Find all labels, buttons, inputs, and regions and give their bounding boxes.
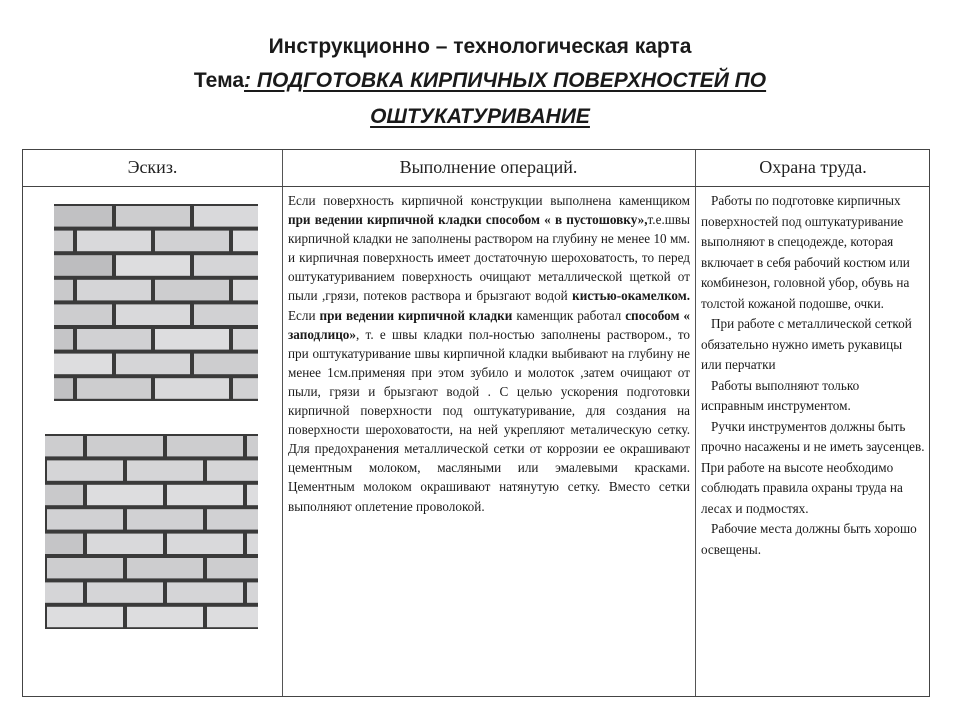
brick	[116, 304, 190, 325]
operations-emphasis: при ведении кирпичной кладки	[319, 307, 513, 323]
brick	[155, 231, 229, 252]
operations-segment: Если	[288, 307, 320, 323]
topic-line	[0, 64, 960, 98]
brick	[233, 280, 258, 301]
brick	[47, 558, 123, 578]
safety-paragraph: Ручки инструментов должны быть прочно насажены и не иметь заусенцев. При работе на высоте необходимо соблюдать правила охраны труда на лесах и подмостях.	[701, 418, 925, 516]
brick	[247, 485, 258, 505]
brick	[87, 582, 163, 602]
operations-segment: Если поверхность кирпичной конструкции выполнена каменщиком	[288, 193, 690, 208]
brick	[54, 255, 112, 276]
brick	[45, 534, 83, 554]
safety-paragraph: Рабочие места должны быть хорошо освещены.	[701, 521, 917, 557]
brick	[207, 509, 258, 529]
brick	[116, 206, 190, 227]
safety-paragraph: Работы по подготовке кирпичных поверхностей под оштукатуривание выполняют в спецодежде, которая включает в себя рабочий костюм или комбинезон, головной убор, обувь на толстой кожаной подошве, очки.	[701, 193, 910, 311]
brick	[77, 231, 151, 252]
brick	[45, 485, 83, 505]
brick	[77, 378, 151, 399]
brick	[167, 436, 243, 456]
brick	[54, 231, 73, 252]
brick	[167, 534, 243, 554]
brick	[167, 485, 243, 505]
brick	[233, 231, 258, 252]
topic-line-2	[0, 100, 960, 134]
brick	[127, 558, 203, 578]
brick	[77, 280, 151, 301]
brick	[127, 460, 203, 480]
brick	[207, 607, 258, 627]
topic-prefix: Тема	[193, 69, 245, 92]
brick	[54, 354, 112, 375]
brick	[87, 436, 163, 456]
safety-text	[701, 191, 925, 560]
column-divider	[695, 150, 696, 696]
brick	[247, 436, 258, 456]
column-header-safety: Охрана труда.	[759, 157, 867, 177]
column-header-sketch: Эскиз.	[127, 157, 178, 177]
operations-emphasis: при ведении кирпичной кладки способом « в пустошовку»,	[288, 212, 648, 228]
brick	[207, 460, 258, 480]
operations-segment: каменщик работал	[512, 307, 626, 323]
brick	[77, 329, 151, 350]
brick-wall-sketch-2	[45, 434, 258, 629]
brick	[194, 206, 258, 227]
brick	[194, 304, 258, 325]
topic-text: : ПОДГОТОВКА КИРПИЧНЫХ ПОВЕРХНОСТЕЙ ПО	[244, 69, 767, 92]
brick	[54, 378, 73, 399]
brick	[45, 582, 83, 602]
operations-segment: т.е.швы кирпичной кладки не заполнены раствором на глубину не менее 10 мм. и кирпичная поверхность имеет достаточную шероховатость, то перед оштукатуриванием поверхность очищают металлической щеткой от пыли ,грязи, потеков раствора и брызгают водой	[288, 212, 690, 304]
brick	[54, 329, 73, 350]
brick	[155, 280, 229, 301]
brick	[247, 582, 258, 602]
operations-emphasis: способом « заподлицо»	[288, 307, 690, 342]
brick	[47, 460, 123, 480]
brick-wall-sketch-1	[54, 204, 258, 401]
brick	[194, 255, 258, 276]
brick	[45, 436, 83, 456]
brick	[167, 582, 243, 602]
brick	[247, 534, 258, 554]
operations-text	[288, 191, 690, 516]
brick	[155, 378, 229, 399]
brick	[54, 304, 112, 325]
brick	[54, 206, 112, 227]
brick	[155, 329, 229, 350]
brick	[116, 354, 190, 375]
card-title: Инструкционно – технологическая карта	[268, 35, 692, 58]
operations-segment: , т. е швы кладки пол-ностью заполнены раствором., то при оштукатуривание швы кирпичной кладки выбивают на глубину не менее 1см.применяя при этом зубило и молоток ,затем очищают от пыли, грязи и брызгают водой . С целью ускорения подготовки кирпичной поверхности под оштукатуривание, для создания на поверхности шероховатости, на ней укрепляют металическую сетку. Для предохранения металлической сетки от коррозии ее окрашивают цементным молоком, масляными или эмалевыми красками. Цементным молоком окрашивают натянутую сетку. Вместо сетки выполняют оплетение проволокой.	[288, 326, 690, 514]
instruction-table	[22, 149, 930, 697]
safety-paragraph: При работе с металлической сеткой обязательно нужно иметь рукавицы или перчатки	[701, 316, 912, 372]
brick	[116, 255, 190, 276]
column-header-operations: Выполнение операций.	[399, 157, 578, 177]
brick	[233, 378, 258, 399]
header-divider	[23, 186, 929, 187]
brick	[194, 354, 258, 375]
brick	[54, 280, 73, 301]
safety-paragraph: Работы выполняют только исправным инструментом.	[701, 377, 860, 413]
topic-text-2: ОШТУКАТУРИВАНИЕ	[370, 105, 590, 128]
column-divider	[282, 150, 283, 696]
operations-emphasis: кистью-окамелком.	[572, 288, 690, 304]
brick	[127, 509, 203, 529]
brick	[87, 485, 163, 505]
brick	[47, 607, 123, 627]
brick	[207, 558, 258, 578]
brick	[127, 607, 203, 627]
brick	[233, 329, 258, 350]
brick	[47, 509, 123, 529]
brick	[87, 534, 163, 554]
